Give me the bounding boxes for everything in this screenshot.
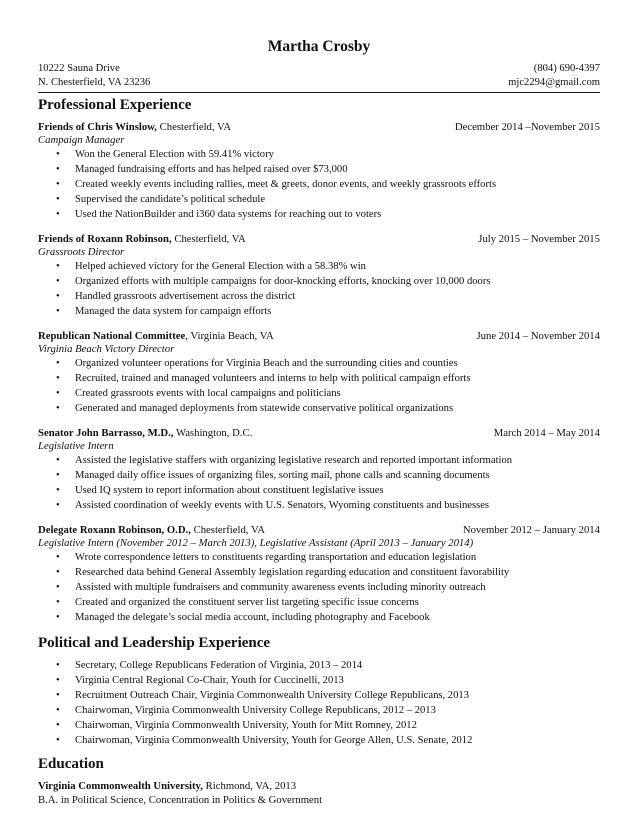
job-bullets: [38, 550, 600, 625]
list-item: [38, 610, 600, 625]
bullet-glyph: •: [56, 690, 60, 701]
bullet-glyph: •: [56, 660, 60, 671]
education-section-title: Education: [38, 756, 104, 772]
bullet-glyph: •: [56, 179, 60, 190]
bullet-glyph: •: [56, 735, 60, 746]
bullet-glyph: •: [56, 675, 60, 686]
education-degree: B.A. in Political Science, Concentration in Politics & Government: [38, 794, 323, 806]
job-bullets: [38, 147, 600, 222]
list-item: [38, 259, 600, 274]
job-location: , Virginia Beach, VA: [185, 330, 274, 342]
job-dates: July 2015 – November 2015: [478, 233, 600, 245]
bullet-glyph: •: [56, 388, 60, 399]
job-employer: [38, 329, 274, 343]
job-location: Washington, D.C.: [173, 427, 253, 439]
list-item-text: Chairwoman, Virginia Commonwealth University, Youth for George Allen, U.S. Senate, 2012: [75, 735, 473, 746]
job-role: Campaign Manager: [38, 134, 125, 146]
list-item-text: Assisted with multiple fundraisers and community awareness events including minority outreach: [75, 582, 486, 593]
bullet-glyph: •: [56, 261, 60, 272]
bullet-glyph: •: [56, 194, 60, 205]
job-role: Legislative Intern: [38, 440, 114, 452]
list-item: [38, 688, 600, 703]
list-item: [38, 595, 600, 610]
list-item-text: Created grassroots events with local campaigns and politicians: [75, 388, 341, 399]
candidate-name: Martha Crosby: [267, 38, 371, 55]
list-item-text: Organized volunteer operations for Virginia Beach and the surrounding cities and counties: [75, 358, 458, 369]
professional-section-title: Professional Experience: [38, 97, 192, 113]
bullet-glyph: •: [56, 455, 60, 466]
list-item-text: Recruitment Outreach Chair, Virginia Commonwealth University College Republicans, 2013: [75, 690, 469, 701]
list-item: [38, 386, 600, 401]
bullet-glyph: •: [56, 291, 60, 302]
bullet-glyph: •: [56, 164, 60, 175]
job-bullets: [38, 356, 600, 416]
list-item: [38, 498, 600, 513]
bullet-glyph: •: [56, 500, 60, 511]
list-item-text: Supervised the candidate’s political schedule: [75, 194, 266, 205]
job-bullets: [38, 259, 600, 319]
list-item-text: Handled grassroots advertisement across the district: [75, 291, 296, 302]
list-item-text: Organized efforts with multiple campaigns for door-knocking efforts, knocking over 10,000 doors: [75, 276, 491, 287]
address-line-2: N. Chesterfield, VA 23236: [38, 77, 151, 88]
list-item: [38, 580, 600, 595]
job-header: [38, 120, 600, 134]
list-item: [38, 289, 600, 304]
list-item-text: Used IQ system to report information about constituent legislative issues: [75, 485, 384, 496]
bullet-glyph: •: [56, 705, 60, 716]
list-item: [38, 371, 600, 386]
email-address: mjc2294@gmail.com: [508, 77, 600, 88]
list-item: [38, 274, 600, 289]
address-line-1: 10222 Sauna Drive: [38, 63, 120, 74]
job-entry: [38, 232, 600, 319]
list-item-text: Assisted the legislative staffers with organizing legislative research and reported important information: [75, 455, 513, 466]
job-org: Senator John Barrasso, M.D.,: [38, 427, 174, 439]
list-item-text: Wrote correspondence letters to constituents regarding transportation and education legislation: [75, 552, 477, 563]
list-item-text: Managed the delegate’s social media account, including photography and Facebook: [75, 612, 430, 623]
list-item-text: Managed the data system for campaign efforts: [75, 306, 272, 317]
bullet-glyph: •: [56, 276, 60, 287]
list-item: [38, 401, 600, 416]
job-header: [38, 232, 600, 246]
list-item: [38, 673, 600, 688]
job-role: Legislative Intern (November 2012 – March 2013), Legislative Assistant (April 2013 – January 2014): [38, 537, 474, 549]
list-item-text: Created and organized the constituent server list targeting specific issue concerns: [75, 597, 419, 608]
bullet-glyph: •: [56, 306, 60, 317]
job-org: Republican National Committee: [38, 330, 186, 342]
list-item: [38, 356, 600, 371]
list-item: [38, 304, 600, 319]
job-entry: [38, 120, 600, 222]
school-location: Richmond, VA, 2013: [202, 780, 297, 792]
list-item: [38, 550, 600, 565]
bullet-glyph: •: [56, 403, 60, 414]
list-item: [38, 147, 600, 162]
list-item-text: Researched data behind General Assembly legislation regarding education and constituent favorability: [75, 567, 510, 578]
list-item-text: Won the General Election with 59.41% victory: [75, 149, 274, 160]
job-header: [38, 426, 600, 440]
job-employer: [38, 523, 265, 537]
job-header: [38, 329, 600, 343]
job-dates: November 2012 – January 2014: [462, 524, 600, 536]
bullet-glyph: •: [56, 597, 60, 608]
bullet-glyph: •: [56, 552, 60, 563]
job-header: [38, 523, 600, 537]
bullet-glyph: •: [56, 582, 60, 593]
list-item-text: Recruited, trained and managed volunteers and interns to help with political campaign efforts: [75, 373, 471, 384]
list-item-text: Used the NationBuilder and i360 data systems for reaching out to voters: [75, 209, 382, 220]
list-item-text: Managed fundraising efforts and has helped raised over $73,000: [75, 164, 348, 175]
job-location: Chesterfield, VA: [156, 121, 232, 133]
list-item-text: Virginia Central Regional Co-Chair, Youth for Cuccinelli, 2013: [75, 675, 344, 686]
job-entry: [38, 426, 600, 513]
list-item-text: Chairwoman, Virginia Commonwealth University, Youth for Mitt Romney, 2012: [75, 720, 417, 731]
list-item: [38, 468, 600, 483]
political-section-title: Political and Leadership Experience: [38, 635, 271, 651]
list-item: [38, 192, 600, 207]
job-employer: [38, 232, 246, 246]
list-item-text: Created weekly events including rallies, meet & greets, donor events, and weekly grassroots efforts: [75, 179, 497, 190]
job-dates: March 2014 – May 2014: [493, 427, 600, 439]
contact-row-2: [38, 76, 600, 90]
bullet-glyph: •: [56, 358, 60, 369]
job-location: Chesterfield, VA: [171, 233, 246, 245]
bullet-glyph: •: [56, 470, 60, 481]
job-location: Chesterfield, VA: [190, 524, 266, 536]
education-school: [38, 779, 600, 793]
contact-row-1: [38, 62, 600, 76]
resume-page: [38, 38, 600, 807]
job-dates: June 2014 – November 2014: [476, 330, 600, 342]
professional-jobs: [38, 120, 600, 625]
list-item: [38, 703, 600, 718]
list-item: [38, 483, 600, 498]
header-divider: [38, 92, 600, 93]
list-item-text: Managed daily office issues of organizing files, sorting mail, phone calls and scanning documents: [75, 470, 490, 481]
bullet-glyph: •: [56, 485, 60, 496]
bullet-glyph: •: [56, 567, 60, 578]
school-name: Virginia Commonwealth University,: [38, 780, 203, 792]
list-item: [38, 162, 600, 177]
job-org: Friends of Chris Winslow,: [38, 121, 157, 133]
job-employer: [38, 426, 252, 440]
job-entry: [38, 523, 600, 625]
bullet-glyph: •: [56, 373, 60, 384]
list-item-text: Generated and managed deployments from statewide conservative political organizations: [75, 403, 454, 414]
political-list: [38, 658, 600, 748]
job-entry: [38, 329, 600, 416]
list-item: [38, 207, 600, 222]
list-item-text: Chairwoman, Virginia Commonwealth University College Republicans, 2012 – 2013: [75, 705, 436, 716]
list-item: [38, 565, 600, 580]
job-dates: December 2014 –November 2015: [454, 121, 600, 133]
bullet-glyph: •: [56, 149, 60, 160]
job-org: Delegate Roxann Robinson, O.D.,: [38, 524, 191, 536]
bullet-glyph: •: [56, 612, 60, 623]
list-item-text: Helped achieved victory for the General Election with a 58.38% win: [75, 261, 366, 272]
list-item: [38, 658, 600, 673]
list-item-text: Secretary, College Republicans Federation of Virginia, 2013 – 2014: [75, 660, 363, 671]
job-employer: [38, 120, 231, 134]
list-item: [38, 718, 600, 733]
list-item: [38, 453, 600, 468]
job-role: Virginia Beach Victory Director: [38, 343, 175, 355]
list-item: [38, 177, 600, 192]
bullet-glyph: •: [56, 720, 60, 731]
bullet-glyph: •: [56, 209, 60, 220]
phone-number: (804) 690-4397: [533, 63, 600, 74]
list-item-text: Assisted coordination of weekly events with U.S. Senators, Wyoming constituents and businesses: [75, 500, 490, 511]
job-org: Friends of Roxann Robinson,: [38, 233, 172, 245]
list-item: [38, 733, 600, 748]
job-role: Grassroots Director: [38, 246, 125, 258]
job-bullets: [38, 453, 600, 513]
